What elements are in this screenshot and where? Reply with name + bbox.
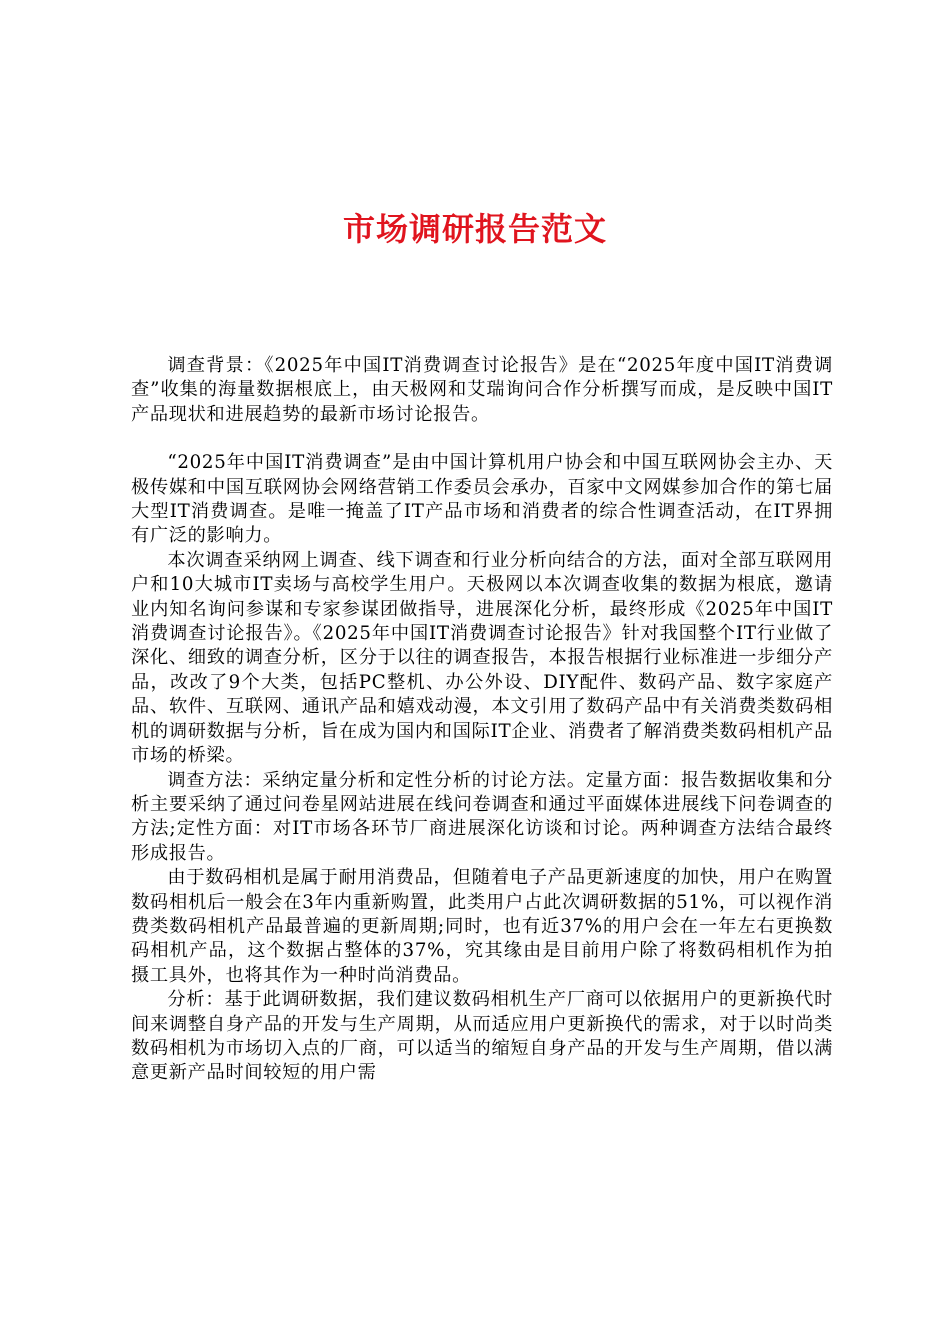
paragraph-survey-intro: “2025年中国IT消费调查”是由中国计算机用户协会和中国互联网协会主办、天极传媒和中国互联网协会网络营销工作委员会承办，百家中文网媒参加合作的第七届大型IT消费调查。是唯一掩盖了IT产品市场和消费者的综合性调查活动，在IT界拥有广泛的影响力。 [131,452,833,547]
paragraph-analysis: 分析：基于此调研数据，我们建议数码相机生产厂商可以依据用户的更新换代时间来调整自身产品的开发与生产周期，从而适应用户更新换代的需求，对于以时尚类数码相机为市场切入点的厂商，可以适当的缩短自身产品的开发与生产周期，借以满意更新产品时间较短的用户需 [131,989,833,1084]
paragraph-survey-scope: 本次调查采纳网上调查、线下调查和行业分析向结合的方法，面对全部互联网用户和10大城市IT卖场与高校学生用户。天极网以本次调查收集的数据为根底，邀请业内知名询问参谋和专家参谋团做指导，进展深化分析，最终形成《2025年中国IT消费调查讨论报告》。《2025年中国IT消费调查讨论报告》针对我国整个IT行业做了深化、细致的调查分析，区分于以往的调查报告，本报告根据行业标准进一步细分产品，改改了9个大类，包括PC整机、办公外设、DIY配件、数码产品、数字家庭产品、软件、互联网、通讯产品和嬉戏动漫，本文引用了数码产品中有关消费类数码相机的调研数据与分析，旨在成为国内和国际IT企业、消费者了解消费类数码相机产品市场的桥梁。 [131,549,833,767]
paragraph-findings: 由于数码相机是属于耐用消费品，但随着电子产品更新速度的加快，用户在购置数码相机后一般会在3年内重新购置，此类用户占此次调研数据的51%，可以视作消费类数码相机产品最普遍的更新周期;同时，也有近37%的用户会在一年左右更换数码相机产品，这个数据占整体的37%，究其缘由是目前用户除了将数码相机作为拍摄工具外，也将其作为一种时尚消费品。 [131,867,833,986]
document-title: 市场调研报告范文 [342,210,607,248]
document-body [131,354,833,1086]
paragraph-survey-method: 调查方法：采纳定量分析和定性分析的讨论方法。定量方面：报告数据收集和分析主要采纳了通过问卷星网站进展在线问卷调查和通过平面媒体进展线下问卷调查的方法;定性方面：对IT市场各环节厂商进展深化访谈和讨论。两种调查方法结合最终形成报告。 [131,769,833,864]
paragraph-background: 调查背景：《2025年中国IT消费调查讨论报告》是在“2025年度中国IT消费调查”收集的海量数据根底上，由天极网和艾瑞询问合作分析撰写而成，是反映中国IT产品现状和进展趋势的最新市场讨论报告。 [131,355,833,425]
